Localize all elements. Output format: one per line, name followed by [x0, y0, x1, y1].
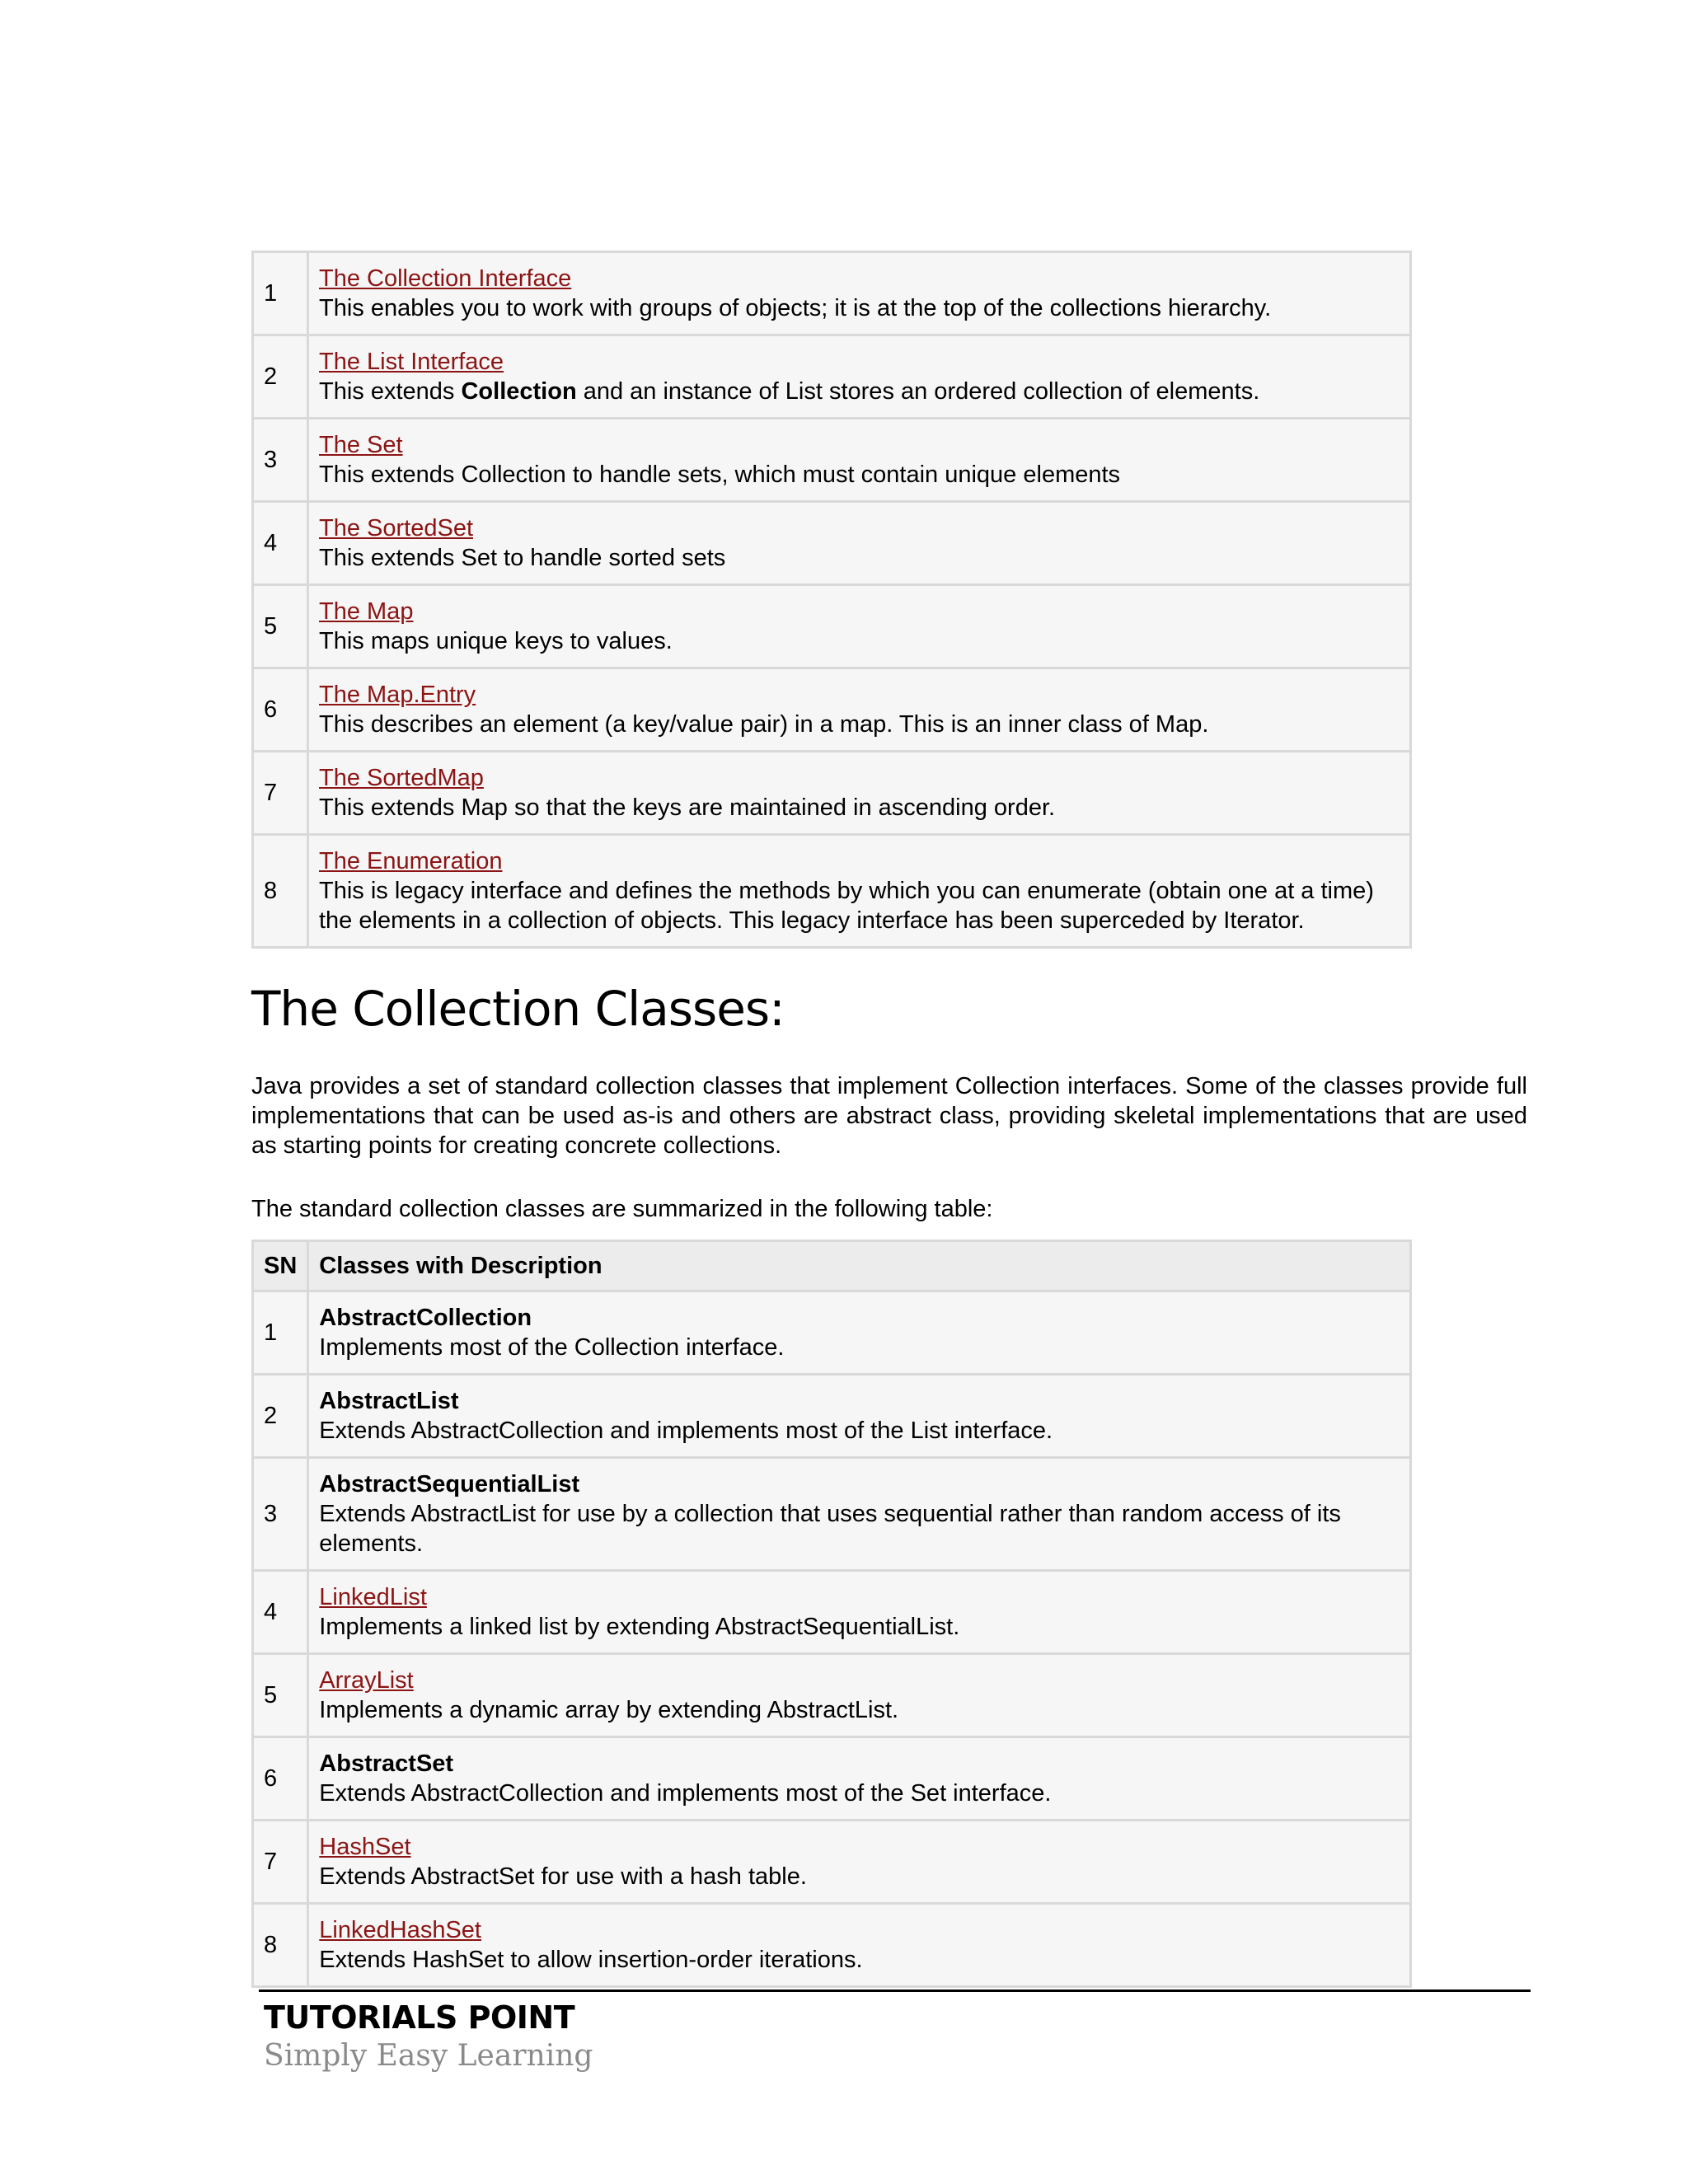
row-number: 4 — [253, 502, 308, 585]
table-row — [253, 252, 1411, 335]
map-link[interactable]: The Map — [319, 598, 414, 625]
row-description: Extends AbstractSet for use with a hash table. — [319, 1863, 807, 1890]
row-content — [308, 335, 1411, 419]
footer-brand: TUTORIALS POINT — [264, 1999, 575, 2036]
row-number: 3 — [253, 1458, 308, 1571]
row-description: Extends AbstractCollection and implements most of the List interface. — [319, 1418, 1053, 1444]
row-number: 8 — [253, 835, 308, 948]
row-content — [308, 585, 1411, 668]
row-number: 7 — [253, 1821, 308, 1904]
row-content — [308, 1375, 1411, 1458]
footer-tagline: Simply Easy Learning — [264, 2039, 593, 2073]
sortedmap-link[interactable]: The SortedMap — [319, 765, 484, 791]
row-number: 5 — [253, 585, 308, 668]
class-name: AbstractCollection — [319, 1305, 532, 1331]
row-content — [308, 502, 1411, 585]
row-number: 8 — [253, 1904, 308, 1987]
set-link[interactable]: The Set — [319, 432, 403, 458]
row-description: This extends Set to handle sorted sets — [319, 545, 726, 571]
row-description: Extends HashSet to allow insertion-order iterations. — [319, 1947, 863, 1973]
class-name: AbstractSet — [319, 1750, 454, 1777]
footer-divider — [259, 1990, 1531, 1992]
enumeration-link[interactable]: The Enumeration — [319, 848, 503, 874]
table-row — [253, 1458, 1411, 1571]
class-name: AbstractList — [319, 1388, 459, 1414]
row-number: 6 — [253, 668, 308, 752]
table-row — [253, 1654, 1411, 1737]
class-name: AbstractSequentialList — [319, 1471, 580, 1497]
row-number: 1 — [253, 252, 308, 335]
row-number: 5 — [253, 1654, 308, 1737]
table-row — [253, 1291, 1411, 1375]
row-description: Implements a dynamic array by extending AbstractList. — [319, 1697, 899, 1723]
row-number: 1 — [253, 1291, 308, 1375]
row-number: 4 — [253, 1571, 308, 1654]
collection-interface-link[interactable]: The Collection Interface — [319, 265, 572, 292]
table-row — [253, 1375, 1411, 1458]
classes-table — [251, 1240, 1412, 1988]
hashset-link[interactable]: HashSet — [319, 1834, 411, 1860]
table-header-row — [253, 1241, 1411, 1291]
table-row — [253, 752, 1411, 835]
row-description: Extends AbstractList for use by a collection that uses sequential rather than random access of its elements. — [319, 1501, 1341, 1557]
row-description: This maps unique keys to values. — [319, 628, 673, 654]
row-number: 2 — [253, 335, 308, 419]
row-description-prefix: This extends — [319, 378, 462, 405]
table-row — [253, 668, 1411, 752]
row-content — [308, 1571, 1411, 1654]
row-number: 3 — [253, 419, 308, 502]
arraylist-link[interactable]: ArrayList — [319, 1667, 414, 1694]
sortedset-link[interactable]: The SortedSet — [319, 515, 473, 541]
summary-paragraph: The standard collection classes are summarized in the following table: — [251, 1196, 993, 1222]
row-content — [308, 1737, 1411, 1821]
row-content — [308, 419, 1411, 502]
header-sn: SN — [253, 1241, 308, 1291]
row-description: This is legacy interface and defines the methods by which you can enumerate (obtain one at a time) the elements in a collection of objects. This legacy interface has been superceded by Iterator. — [319, 878, 1374, 934]
row-content — [308, 1291, 1411, 1375]
interfaces-table — [251, 251, 1412, 949]
table-row — [253, 1571, 1411, 1654]
linkedlist-link[interactable]: LinkedList — [319, 1584, 427, 1610]
row-content — [308, 1458, 1411, 1571]
row-description: This describes an element (a key/value pair) in a map. This is an inner class of Map. — [319, 711, 1209, 738]
map-entry-link[interactable]: The Map.Entry — [319, 682, 476, 708]
header-description: Classes with Description — [308, 1241, 1411, 1291]
table-row — [253, 1737, 1411, 1821]
row-description: This extends Map so that the keys are maintained in ascending order. — [319, 794, 1056, 821]
row-number: 6 — [253, 1737, 308, 1821]
row-content — [308, 252, 1411, 335]
row-content — [308, 835, 1411, 948]
row-number: 2 — [253, 1375, 308, 1458]
row-description-suffix: and an instance of List stores an ordered collection of elements. — [576, 378, 1260, 405]
row-content — [308, 1904, 1411, 1987]
table-row — [253, 419, 1411, 502]
row-description: Implements most of the Collection interface. — [319, 1334, 785, 1361]
row-description: Implements a linked list by extending AbstractSequentialList. — [319, 1614, 960, 1640]
table-row — [253, 1821, 1411, 1904]
row-description: Extends AbstractCollection and implements most of the Set interface. — [319, 1780, 1052, 1807]
list-interface-link[interactable]: The List Interface — [319, 349, 504, 375]
section-heading: The Collection Classes: — [251, 981, 785, 1037]
table-row — [253, 335, 1411, 419]
row-description: This enables you to work with groups of objects; it is at the top of the collections hierarchy. — [319, 295, 1272, 321]
table-row — [253, 585, 1411, 668]
table-row — [253, 1904, 1411, 1987]
linkedhashset-link[interactable]: LinkedHashSet — [319, 1917, 481, 1943]
row-number: 7 — [253, 752, 308, 835]
row-content — [308, 1654, 1411, 1737]
table-row — [253, 835, 1411, 948]
table-row — [253, 502, 1411, 585]
row-description: This extends Collection to handle sets, which must contain unique elements — [319, 462, 1121, 488]
row-content — [308, 668, 1411, 752]
row-content — [308, 752, 1411, 835]
row-content — [308, 1821, 1411, 1904]
row-description-bold: Collection — [461, 378, 577, 405]
intro-paragraph: Java provides a set of standard collection classes that implement Collection interfaces. Some of the classes provide full implementations that can be used as-is and others are abstract class, providing skeletal implementations that are used as starting points for creating concrete collections. — [251, 1073, 1527, 1159]
